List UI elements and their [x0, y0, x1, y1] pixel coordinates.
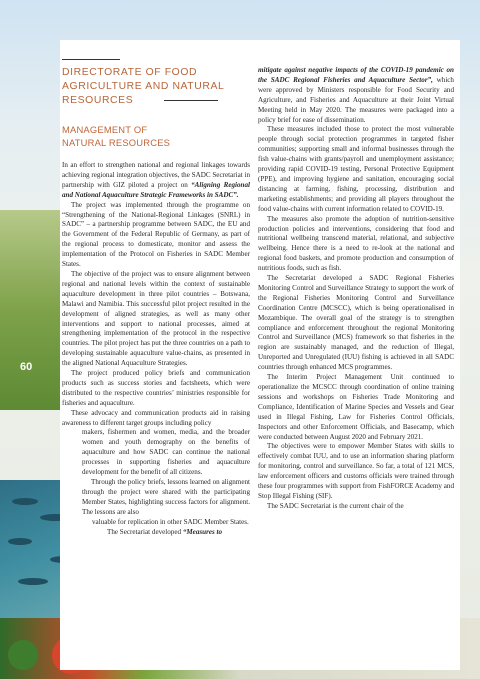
heading-rule-bottom — [164, 100, 218, 101]
paragraph-text: The Secretariat developed — [107, 527, 183, 536]
greens-shape — [8, 640, 38, 670]
paragraph: These advocacy and communication products aid in raising awareness to different target groups including policy — [62, 408, 250, 427]
paragraph: makers, fishermen and women, media, and the broader women and youth demography on the benefits of aquaculture and how SADC can continue the national processes in supporting fisheries and aquaculture development for the benefit of all citizens. — [82, 428, 250, 477]
section-title: DIRECTORATE OF FOOD AGRICULTURE AND NATURAL RESOURCES — [62, 67, 224, 106]
paragraph: The measures also promote the adoption of nutrition-sensitive production policies and interventions, considering that food and nutritional wellbeing transcend material, relational, and subjective wellbeing. Hence there is a need to re-look at the national and regional food baskets, and promote production and consumption of nutritious foods, such as fish. — [258, 214, 454, 273]
paragraph — [98, 528, 250, 538]
fish-shape — [8, 538, 32, 545]
paragraph — [62, 161, 250, 201]
paragraph: Through the policy briefs, lessons learned on alignment through the project were shared with the participating Member States, highlighting success factors for alignment. The lessons are also — [82, 478, 250, 516]
paragraph: These measures included those to protect the most vulnerable people through social protection programmes in targeted fisher communities; supporting small and informal businesses through the fish value-chains with grants/payroll and unemployment assistance; providing rapid COVID-19 testing, Personal Protective Equipment (PPE), and improving hygiene and sanitation, encouraging social distancing at farming, fishing, processing, distribution and marketing establishments; and providing all players throughout the food value-chains with current information related to COVID-19. — [258, 125, 454, 213]
project-title-emphasis: “Aligning Regional and National Aquaculture Strategic Frameworks in SADC”. — [62, 180, 250, 199]
measures-title-emphasis: mitigate against negative impacts of the COVID-19 pandemic on the SADC Regional Fisheries and Aquaculture Sector”, — [258, 66, 454, 84]
paragraph: valuable for replication in other SADC Member States. — [92, 517, 249, 526]
fish-shape — [12, 498, 38, 505]
paragraph: The Interim Project Management Unit continued to operationalize the MCSCC through coordination of online training sessions and workshops on Fisheries Trade Monitoring and Compliance, Identification of Marine Species and Vessels and Gear used in Illegal Fishing, Law for Fisheries Control Officials, Inspectors and other Enforcement Officials, and Basecamp, which were conducted between August 2020 and February 2021. — [258, 373, 454, 441]
paragraph-text: which were approved by Ministers responsible for Food Security and Agriculture, and Fisheries and Aquaculture at their Joint Virtual Meeting held in May 2020. The measures were packaged into a policy brief for ease of dissemination. — [258, 75, 454, 124]
subsection-title: MANAGEMENT OF NATURAL RESOURCES — [62, 124, 171, 148]
left-column — [62, 161, 250, 537]
page-number: 60 — [20, 361, 33, 373]
paragraph: The objectives were to empower Member States with skills to effectively combat IUU, and to use an information sharing platform for monitoring, control and surveillance. So far, a total of 121 MCS, law enforcement officers and customs officials were trained through these four programmes with support from FishFORCE Academy and Stop Illegal Fishing (SIF). — [258, 442, 454, 500]
paragraph: The objective of the project was to ensure alignment between regional and national levels within the context of sustainable aquaculture development in three pilot countries – Botswana, Malawi and Namibia. This successful pilot project resulted in the development of aligned strategies, as well as many other interventions and support to national processes, aimed at strengthening implementation of the protocol in the respective countries. The pilot project has put the three countries on a path to developing sustainable aquaculture value-chains, as presented in the aligned National Aquaculture Strategies. — [62, 269, 250, 368]
right-column — [258, 66, 454, 512]
measures-title-emphasis: “Measures to — [182, 527, 223, 536]
paragraph — [258, 66, 454, 125]
paragraph: The project produced policy briefs and communication products such as success stories and factsheets, which were distributed to the respective countries’ ministries responsible for fisheries and aquaculture. — [62, 369, 250, 407]
paragraph: The SADC Secretariat is the current chair of the — [267, 501, 404, 510]
heading-rule-top — [62, 59, 120, 60]
paragraph-text: In an effort to strengthen national and regional linkages towards achieving regional integration objectives, the SADC Secretariat in partnership with GIZ piloted a project on — [62, 161, 250, 189]
fish-shape — [18, 578, 48, 585]
paragraph: The project was implemented through the programme on “Strengthening of the National-Regional Linkages (SNRL) in SADC” – a partnership programme between SADC, the EU and the Government of the Federal Republic of Germany, as part of the regional process to domesticate, monitor and assess the implementation of the Protocol on Fisheries in SADC Member States. — [62, 200, 250, 269]
paragraph: The Secretariat developed a SADC Regional Fisheries Monitoring Control and Surveillance Strategy to support the work of the Regional Fisheries Monitoring Control and Surveillance Coordination Centre (MCSCC), which is being operationalised in Mozambique. The overall goal of the strategy is to strengthen compliance and enforcement throughout the regional Monitoring Control and Surveillance (MCS) framework so that fisheries in the region are sustainably managed, and the reduction of Illegal, Unreported and Unregulated (IUU) fishing is achieved in all SADC countries through enhanced MCS programmes. — [258, 274, 454, 372]
